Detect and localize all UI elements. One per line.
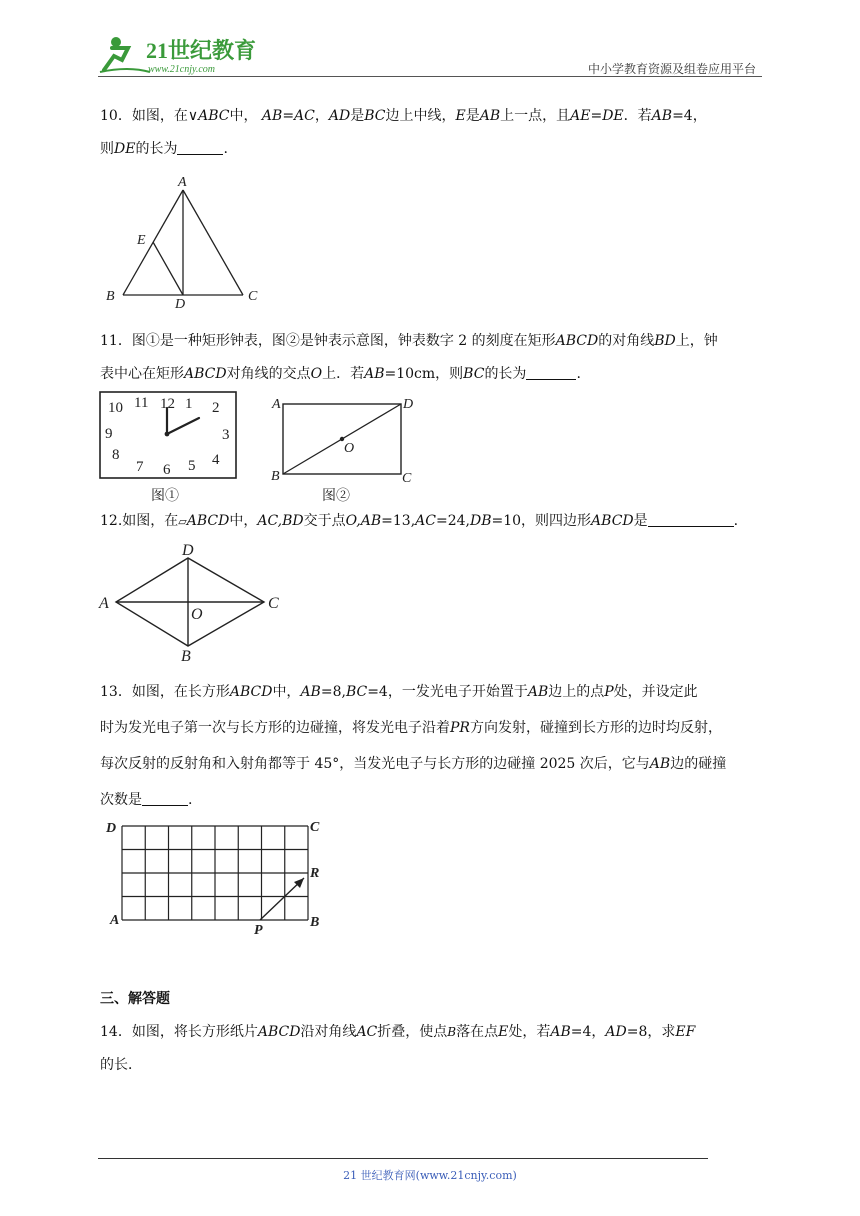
footer-text: 21 世纪教育网(www.21cnjy.com) [343, 1169, 517, 1182]
label-B: B [271, 469, 280, 484]
label-A: A [99, 595, 109, 612]
clock-2: 2 [212, 400, 220, 416]
question-10 [100, 100, 764, 166]
q13-figure [100, 814, 340, 938]
clock-8: 8 [112, 447, 120, 463]
clock-1: 1 [185, 396, 193, 412]
label-A: A [178, 175, 187, 190]
clock-3: 3 [222, 427, 230, 443]
answer-blank [177, 140, 223, 155]
label-B: B [310, 915, 320, 930]
label-A: A [272, 397, 281, 412]
label-C: C [310, 820, 320, 835]
footer-divider [98, 1158, 708, 1159]
label-A: A [110, 913, 120, 928]
clock-7: 7 [136, 459, 144, 475]
q13-line-2: 时为发光电子第一次与长方形的边碰撞，将发光电子沿着PR方向发射，碰撞到长方形的边时均反射， [100, 720, 722, 736]
clock-4: 4 [212, 452, 220, 468]
label-O: O [191, 606, 203, 623]
answer-blank [648, 512, 734, 527]
label-C: C [268, 595, 279, 612]
runner-icon [100, 37, 150, 72]
question-12 [100, 505, 764, 538]
caption-figure-1: 图① [151, 489, 179, 504]
label-D: D [403, 397, 414, 412]
label-P: P [254, 923, 263, 938]
brand-text: 21世纪教育 [146, 38, 257, 63]
page-header [98, 28, 762, 80]
brand-url: www.21cnjy.com [148, 64, 216, 75]
label-B: B [106, 289, 115, 304]
q13-line-3: 每次反射的反射角和入射角都等于 45°，当发光电子与长方形的边碰撞 2025 次后，它与AB边的碰撞 [100, 756, 727, 772]
q14-line-2: 的长． [100, 1057, 142, 1073]
label-D: D [106, 821, 117, 836]
q12-line-1: 12.如图，在▱ABCD中，AC,BD交于点O,AB=13,AC=24,DB=10，则四边形ABCD是 . [100, 513, 739, 529]
platform-name: 中小学教育资源及组卷应用平台 [587, 62, 756, 76]
clock-6: 6 [163, 462, 171, 478]
label-R: R [310, 866, 320, 881]
clock-12: 12 [160, 396, 175, 412]
q11-line-1: 11．图①是一种矩形钟表，图②是钟表示意图，钟表数字 2 的刻度在矩形ABCD的对角线BD上，钟 [100, 333, 718, 349]
q14-line-1: 14．如图，将长方形纸片ABCD沿对角线AC折叠，使点B落在点E处，若AB=4，AD=8，求EF [100, 1024, 696, 1040]
clock-figure [100, 392, 236, 478]
clock-11: 11 [134, 395, 149, 411]
q11-figures [96, 388, 426, 506]
rectangle-figure [271, 397, 413, 486]
q10-line-1: 10．如图，在∨ABC中， AB=AC，AD是BC边上中线，E是AB上一点，且AE=DE．若AB=4， [100, 108, 707, 124]
header-divider [98, 76, 762, 77]
answer-blank [142, 791, 188, 806]
question-11 [100, 325, 764, 391]
label-B: B [181, 648, 191, 665]
label-D: D [182, 542, 194, 559]
brand-logo [98, 32, 268, 76]
q10-figure [100, 172, 270, 310]
q11-line-2: 表中心在矩形ABCD对角线的交点O上．若AB=10cm，则BC的长为 . [100, 366, 581, 382]
label-E: E [137, 233, 146, 248]
caption-figure-2: 图② [322, 489, 350, 504]
grid [122, 826, 308, 920]
answer-blank [526, 365, 576, 380]
question-13 [100, 674, 764, 818]
clock-5: 5 [188, 458, 196, 474]
clock-9: 9 [105, 426, 113, 442]
question-14 [100, 1016, 764, 1082]
section-heading: 三、解答题 [100, 991, 170, 1007]
q10-line-2: 则DE的长为 . [100, 141, 228, 157]
q13-line-4: 次数是 . [100, 792, 193, 808]
clock-10: 10 [108, 400, 123, 416]
q12-figure [96, 540, 296, 665]
label-C: C [402, 471, 412, 486]
parallelogram-icon: ▱ [178, 515, 187, 528]
q13-line-1: 13．如图，在长方形ABCD中，AB=8,BC=4，一发光电子开始置于AB边上的点P处，并设定此 [100, 684, 698, 700]
label-D: D [175, 297, 186, 310]
label-O: O [344, 441, 355, 456]
label-C: C [248, 289, 258, 304]
clock-center [165, 432, 170, 437]
